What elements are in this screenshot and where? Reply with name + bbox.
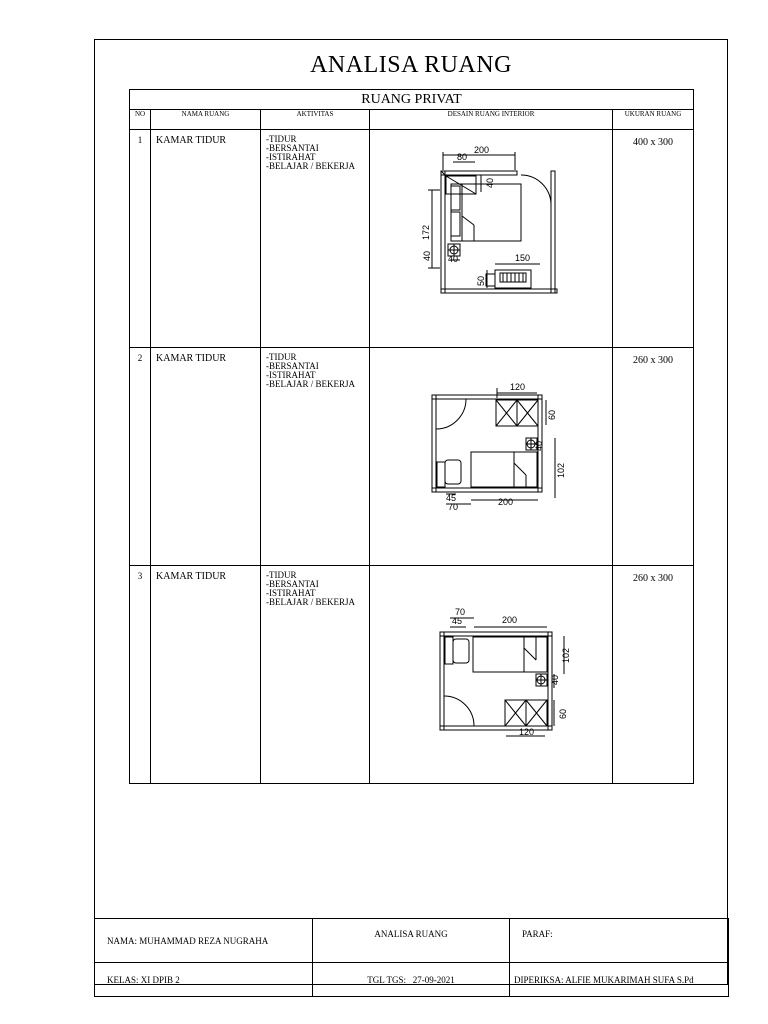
floor-plan-cell	[370, 348, 613, 566]
paraf-field: PARAF:	[510, 919, 729, 963]
dimension-label: 50	[476, 275, 486, 286]
dimension-label: 45	[446, 493, 457, 503]
dimension-label: 102	[556, 462, 566, 478]
dimension-label: 40	[422, 250, 432, 261]
room-size: 260 x 300	[613, 566, 694, 784]
activity-item: -BERSANTAI	[266, 579, 319, 589]
activity-list	[261, 130, 370, 348]
room-name: KAMAR TIDUR	[151, 130, 261, 348]
activity-item: -BELAJAR / BEKERJA	[266, 379, 356, 389]
room-name: KAMAR TIDUR	[151, 566, 261, 784]
dimension-label: 40	[448, 254, 459, 264]
dimension-label: 120	[519, 727, 535, 737]
activity-item: -ISTIRAHAT	[266, 588, 316, 598]
floor-plan-cell	[370, 566, 613, 784]
dimension-label: 60	[547, 409, 557, 420]
dimension-label: 80	[457, 152, 468, 162]
header-size: UKURAN RUANG	[613, 110, 694, 130]
activity-item: -BELAJAR / BEKERJA	[266, 161, 356, 171]
room-size: 260 x 300	[613, 348, 694, 566]
table-row	[130, 130, 694, 348]
floor-plan-1	[370, 130, 613, 340]
row-number: 3	[130, 566, 151, 784]
title-block	[94, 918, 729, 997]
checked-by-field: DIPERIKSA: ALFIE MUKARIMAH SUFA S.Pd	[510, 963, 729, 997]
page-title: ANALISA RUANG	[310, 52, 512, 78]
row-number: 1	[130, 130, 151, 348]
activity-item: -BELAJAR / BEKERJA	[266, 597, 356, 607]
table-row	[130, 348, 694, 566]
dimension-label: 102	[561, 647, 571, 663]
activity-item: -BERSANTAI	[266, 361, 319, 371]
room-name: KAMAR TIDUR	[151, 348, 261, 566]
dimension-label: 172	[421, 224, 431, 240]
analysis-table	[129, 89, 694, 784]
activity-list	[261, 348, 370, 566]
dimension-label: 150	[515, 253, 531, 263]
activity-item: -BERSANTAI	[266, 143, 319, 153]
dimension-label: 40	[550, 674, 560, 685]
activity-item: -TIDUR	[266, 352, 297, 362]
dimension-label: 200	[498, 497, 514, 507]
activity-item: -TIDUR	[266, 134, 297, 144]
activity-list	[261, 566, 370, 784]
activity-item: -TIDUR	[266, 570, 297, 580]
dimension-label: 200	[502, 615, 518, 625]
header-name: NAMA RUANG	[151, 110, 261, 130]
dimension-label: 70	[455, 607, 466, 617]
header-design: DESAIN RUANG INTERIOR	[370, 110, 613, 130]
student-name: NAMA: MUHAMMAD REZA NUGRAHA	[95, 919, 313, 963]
dimension-label: 45	[452, 616, 463, 626]
floor-plan-cell	[370, 130, 613, 348]
activity-item: -ISTIRAHAT	[266, 370, 316, 380]
table-row	[130, 566, 694, 784]
class-field: KELAS: XI DPIB 2	[95, 963, 313, 997]
dimension-label: 40	[485, 177, 495, 188]
dimension-label: 70	[448, 502, 459, 512]
dimension-label: 40	[534, 440, 544, 451]
activity-item: -ISTIRAHAT	[266, 152, 316, 162]
room-size: 400 x 300	[613, 130, 694, 348]
dimension-label: 60	[558, 708, 568, 719]
row-number: 2	[130, 348, 151, 566]
date-field: TGL TGS: 27-09-2021	[313, 963, 510, 997]
dimension-label: 200	[474, 145, 490, 155]
table-subtitle: RUANG PRIVAT	[130, 90, 694, 110]
floor-plan-2	[370, 348, 613, 558]
floor-plan-3	[370, 566, 613, 776]
header-activity: AKTIVITAS	[261, 110, 370, 130]
dimension-label: 120	[510, 382, 526, 392]
sheet-title: ANALISA RUANG	[313, 919, 510, 963]
header-no: NO	[130, 110, 151, 130]
